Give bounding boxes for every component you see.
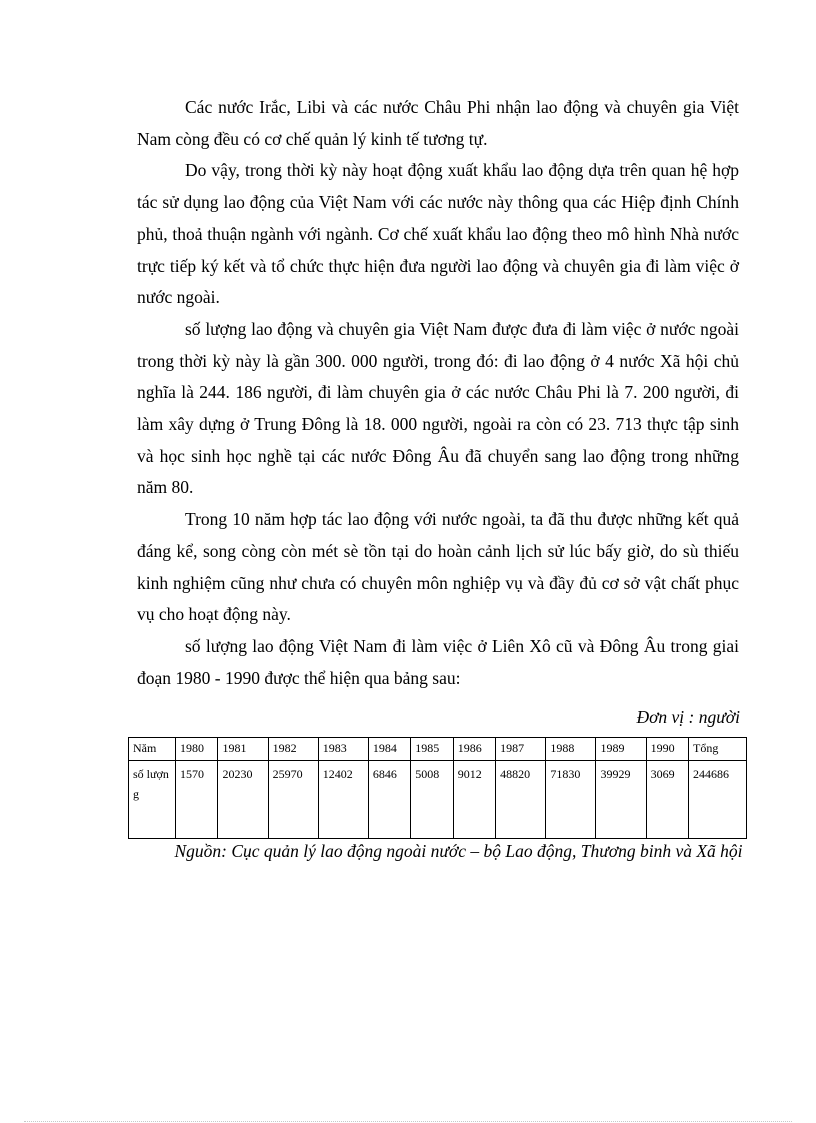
paragraph-1: Các nước Irắc, Libi và các nước Châu Phi nhận lao động và chuyên gia Việt Nam còng đều có cơ chế quản lý kinh tế tương tự. bbox=[137, 97, 739, 149]
table-cell: 25970 bbox=[268, 761, 318, 839]
table-cell: 12402 bbox=[318, 761, 368, 839]
table-row bbox=[129, 761, 747, 839]
paragraph-5: số lượng lao động Việt Nam đi làm việc ở Liên Xô cũ và Đông Âu trong giai đoạn 1980 - 1990 được thể hiện qua bảng sau: bbox=[137, 635, 739, 688]
table-cell: 6846 bbox=[368, 761, 410, 839]
table-header-cell: 1983 bbox=[318, 738, 368, 761]
table-header-cell: 1981 bbox=[218, 738, 268, 761]
source-note: Nguồn: Cục quản lý lao động ngoài nước – bộ Lao động, Thương binh và Xã hội bbox=[174, 841, 743, 861]
table-header-cell: 1987 bbox=[496, 738, 546, 761]
table-header-cell: Năm bbox=[129, 738, 176, 761]
labor-table bbox=[128, 737, 747, 839]
table-header-cell: 1989 bbox=[596, 738, 646, 761]
table-header-cell: 1986 bbox=[453, 738, 495, 761]
body-text bbox=[137, 92, 739, 694]
table-cell: 39929 bbox=[596, 761, 646, 839]
table-cell: 244686 bbox=[689, 761, 747, 839]
table-cell: 5008 bbox=[411, 761, 453, 839]
table-cell: 71830 bbox=[546, 761, 596, 839]
table-cell: 9012 bbox=[453, 761, 495, 839]
table-cell: 3069 bbox=[646, 761, 688, 839]
table-cell: 20230 bbox=[218, 761, 268, 839]
table-header-row bbox=[129, 738, 747, 761]
page-bottom-divider bbox=[24, 1121, 792, 1122]
table-header-cell: 1990 bbox=[646, 738, 688, 761]
unit-label: Đơn vị : người bbox=[636, 707, 740, 727]
table-header-cell: 1982 bbox=[268, 738, 318, 761]
table-cell: 1570 bbox=[176, 761, 218, 839]
table-header-cell: 1984 bbox=[368, 738, 410, 761]
table-header-cell: 1980 bbox=[176, 738, 218, 761]
table-header-cell: 1985 bbox=[411, 738, 453, 761]
table-cell: 48820 bbox=[496, 761, 546, 839]
paragraph-3: số lượng lao động và chuyên gia Việt Nam được đưa đi làm việc ở nước ngoài trong thời kỳ này là gần 300. 000 người, trong đó: đi lao động ở 4 nước Xã hội chủ nghĩa là 244. 186 người, đi làm chuyên gia ở các nước Châu Phi là 7. 200 người, đi làm xây dựng ở Trung Đông là 18. 000 người, ngoài ra còn có 23. 713 thực tập sinh và học sinh học nghề tại các nước Đông Âu đã chuyển sang lao động trong những năm 80. bbox=[137, 318, 739, 498]
table-header-cell: 1988 bbox=[546, 738, 596, 761]
table-header-cell: Tổng bbox=[689, 738, 747, 761]
table-cell: số lượng bbox=[129, 761, 176, 839]
paragraph-2: Do vậy, trong thời kỳ này hoạt động xuất khẩu lao động dựa trên quan hệ hợp tác sử dụng lao động của Việt Nam với các nước này thông qua các Hiệp định Chính phủ, thoả thuận ngành với ngành. Cơ chế xuất khẩu lao động theo mô hình Nhà nước trực tiếp ký kết và tổ chức thực hiện đưa người lao động và chuyên gia đi làm việc ở nước ngoài. bbox=[137, 160, 739, 308]
paragraph-4: Trong 10 năm hợp tác lao động với nước ngoài, ta đã thu được những kết quả đáng kể, song còng còn mét sè tồn tại do hoàn cảnh lịch sử lúc bấy giờ, do sù thiếu kinh nghiệm cũng như chưa có chuyên môn nghiệp vụ và đầy đủ cơ sở vật chất phục vụ cho hoạt động này. bbox=[137, 509, 739, 625]
